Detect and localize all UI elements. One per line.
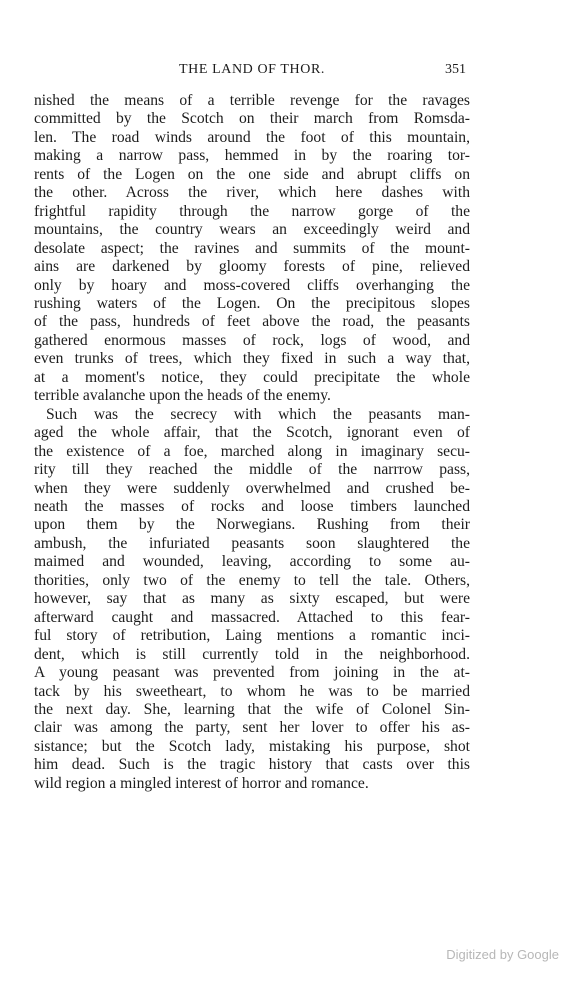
digitized-watermark: Digitized by Google [446,947,559,962]
text-line: ains are darkened by gloomy forests of pine, relieved [34,258,470,276]
paragraph [34,406,470,794]
text-line: when they were suddenly overwhelmed and crushed be- [34,479,470,497]
text-line: desolate aspect; the ravines and summits of the mount- [34,239,470,257]
text-line: terrible avalanche upon the heads of the enemy. [34,387,331,405]
text-line: even trunks of trees, which they fixed in such a way that, [34,350,470,368]
text-line: nished the means of a terrible revenge for the ravages [34,92,470,109]
text-line: ful story of retribution, Laing mentions a romantic inci- [34,627,470,645]
text-line: neath the masses of rocks and loose timbers launched [34,497,470,515]
text-line: frightful rapidity through the narrow gorge of the [34,202,470,220]
text-line: clair was among the party, sent her lover to offer his as- [34,719,470,737]
running-title: THE LAND OF THOR. [178,62,326,77]
text-line: however, say that as many as sixty escaped, but were [34,590,470,608]
text-line: at a moment's notice, they could precipitate the whole [34,368,470,386]
text-line: len. The road winds around the foot of this mountain, [34,128,470,146]
text-line: mountains, the country wears an exceedingly weird and [34,221,470,239]
text-line: tack by his sweetheart, to whom he was to be married [34,682,470,700]
text-line: maimed and wounded, leaving, according to some au- [34,553,470,571]
text-line: gathered enormous masses of rock, logs of wood, and [34,331,470,349]
text-line: thorities, only two of the enemy to tell the tale. Others, [34,571,470,589]
text-line: upon them by the Norwegians. Rushing from their [34,516,470,534]
text-line: sistance; but the Scotch lady, mistaking his purpose, shot [34,737,470,755]
body-text [34,92,470,793]
text-line: rushing waters of the Logen. On the precipitous slopes [34,294,470,312]
text-line: Such was the secrecy with which the peasants man- [46,405,470,423]
text-line: A young peasant was prevented from joining in the at- [34,664,470,682]
text-line: wild region a mingled interest of horror and romance. [34,774,369,792]
running-head [34,62,470,82]
text-line: of the pass, hundreds of feet above the road, the peasants [34,313,470,331]
text-line: rents of the Logen on the one side and abrupt cliffs on [34,165,470,183]
text-line: dent, which is still currently told in the neighborhood. [34,645,470,663]
text-line: him dead. Such is the tragic history that casts over this [34,756,470,774]
text-line: making a narrow pass, hemmed in by the roaring tor- [34,147,470,165]
text-line: committed by the Scotch on their march from Romsda- [34,110,470,128]
text-line: the next day. She, learning that the wife of Colonel Sin- [34,700,470,718]
text-line: aged the whole affair, that the Scotch, ignorant even of [34,424,470,442]
text-line: only by hoary and moss-covered cliffs overhanging the [34,276,470,294]
text-line: afterward caught and massacred. Attached to this fear- [34,608,470,626]
text-line: the other. Across the river, which here dashes with [34,184,470,202]
text-line: rity till they reached the middle of the narrrow pass, [34,461,470,479]
text-line: the existence of a foe, marched along in imaginary secu- [34,442,470,460]
paragraph [34,92,470,406]
page-number: 351 [445,62,466,77]
text-line: ambush, the infuriated peasants soon slaughtered the [34,534,470,552]
